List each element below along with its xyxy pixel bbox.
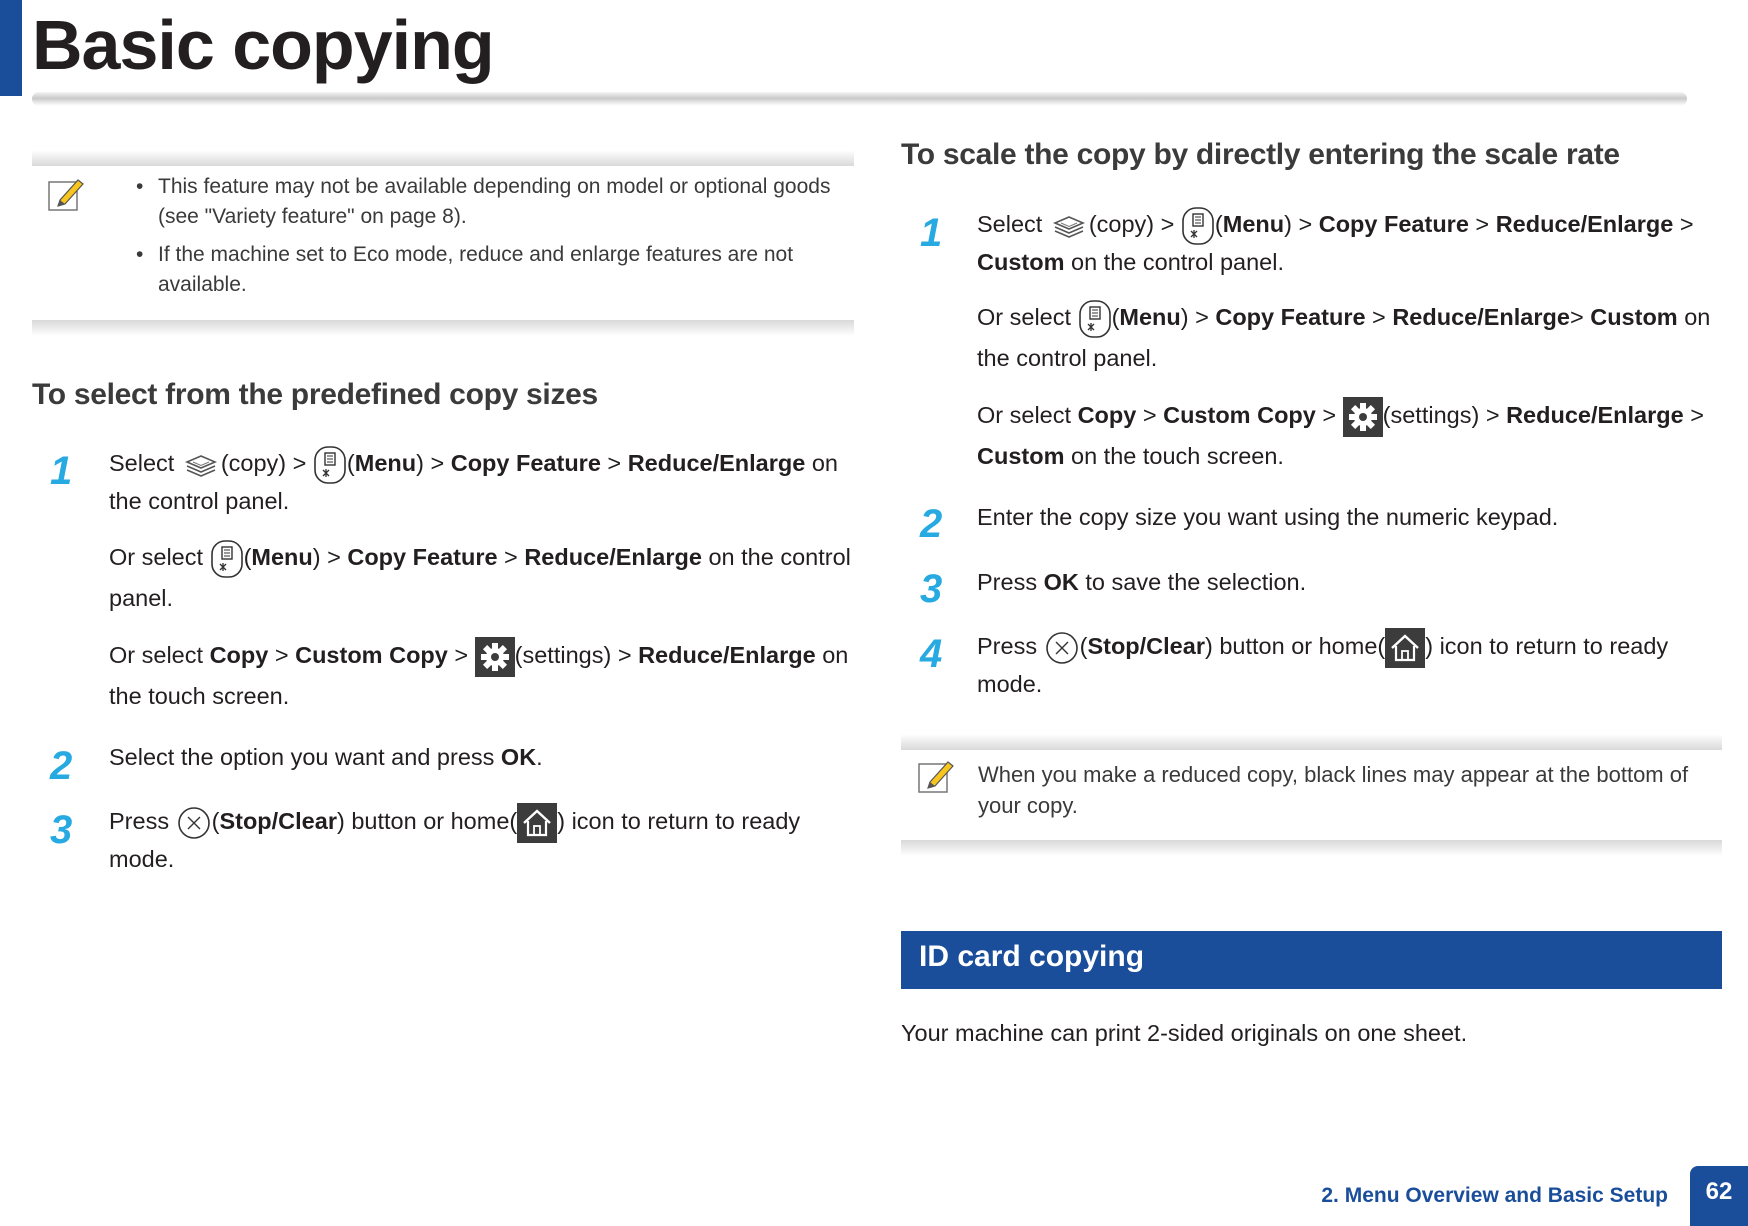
settings-icon (475, 637, 515, 677)
step-1-alt-2: Or select Copy > Custom Copy > (settings) > Reduce/Enlarge on the touch screen. (109, 636, 854, 715)
step-1-text: Select (copy) > (Menu) > Copy Feature > Reduce/Enlarge on the control panel. (109, 445, 854, 518)
stop-clear-icon (176, 805, 212, 841)
step-2-text: Select the option you want and press OK. (109, 744, 543, 770)
menu-icon (1078, 299, 1112, 339)
step-4-text: Press (Stop/Clear) button or home( ) icon to return to ready mode. (977, 628, 1722, 701)
page-title: Basic copying (32, 6, 494, 84)
pencil-note-icon (46, 174, 86, 214)
note-text: When you make a reduced copy, black lines may appear at the bottom of your copy. (978, 762, 1689, 818)
pencil-note-icon (916, 756, 956, 796)
note-top-band (32, 150, 854, 166)
page-number-badge (1690, 1166, 1748, 1226)
note-bottom-band (901, 840, 1722, 856)
step-2-text: Enter the copy size you want using the numeric keypad. (977, 504, 1559, 530)
copy-icon (1049, 209, 1089, 243)
menu-icon (1181, 206, 1215, 246)
step-number: 1 (920, 211, 943, 255)
step-3-text: Press OK to save the selection. (977, 569, 1307, 595)
menu-icon (210, 539, 244, 579)
settings-icon (1343, 397, 1383, 437)
title-divider (32, 92, 1687, 106)
note-item: • This feature may not be available depending on model or optional goods (see "Variety feature" on page 8). (132, 172, 854, 232)
footer-chapter-link[interactable]: 2. Menu Overview and Basic Setup (1321, 1184, 1668, 1207)
step-number: 2 (50, 744, 73, 788)
note-bottom-band (32, 320, 854, 336)
menu-icon (313, 445, 347, 485)
note-top-band (901, 734, 1722, 750)
note-item: • If the machine set to Eco mode, reduce and enlarge features are not available. (132, 240, 854, 300)
note-box (901, 734, 1722, 856)
copy-icon (181, 448, 221, 482)
section-heading-scale-rate: To scale the copy by directly entering the scale rate (901, 138, 1620, 171)
step-number: 4 (920, 632, 943, 676)
step-number: 1 (50, 449, 73, 493)
page-number: 62 (1705, 1178, 1733, 1205)
step-1-alt-2: Or select Copy > Custom Copy > (settings) > Reduce/Enlarge > Custom on the touch screen. (977, 396, 1722, 475)
step-3-text: Press (Stop/Clear) button or home( ) icon to return to ready mode. (109, 803, 854, 876)
step-1-alt-1: Or select (Menu) > Copy Feature > Reduce/Enlarge on the control panel. (109, 538, 854, 617)
step-1-alt-1: Or select (Menu) > Copy Feature > Reduce/Enlarge> Custom on the control panel. (977, 298, 1722, 377)
section-header-id-card (901, 931, 1722, 989)
stop-clear-icon (1044, 630, 1080, 666)
note-list (132, 172, 854, 308)
step-1-text: Select (copy) > (Menu) > Copy Feature > Reduce/Enlarge > Custom on the control panel. (977, 206, 1722, 279)
step-number: 3 (920, 567, 943, 611)
section-heading-predefined: To select from the predefined copy sizes (32, 378, 598, 411)
note-box (32, 150, 854, 336)
title-accent-bar (0, 0, 22, 96)
step-number: 2 (920, 502, 943, 546)
home-icon (1385, 628, 1425, 668)
step-number: 3 (50, 808, 73, 852)
section-title: ID card copying (919, 940, 1145, 973)
home-icon (517, 803, 557, 843)
section-intro: Your machine can print 2-sided originals on one sheet. (901, 1020, 1468, 1046)
